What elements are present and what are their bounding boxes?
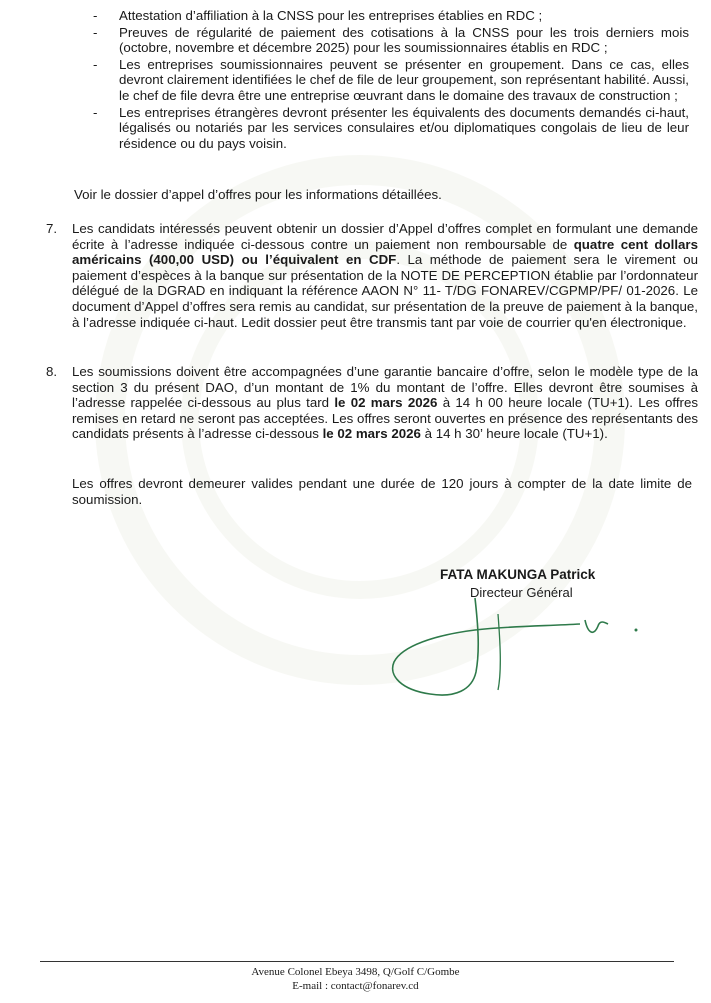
bullet-dash: - [93, 24, 98, 40]
section-7-text: Les candidats intéressés peuvent obtenir un dossier d’Appel d’offres complet en formulant une demande écrite à l’adresse indiquée ci-dessous contre un paiement non remboursable de quatre cent dollars américains (400,00 USD) ou l’équivalent en CDF. La méthode de paiement sera le virement ou paiement d’espèces à la banque sur présentation de la NOTE DE PERCEPTION établie par l’ordonnateur délégué de la DGRAD en indiquant la référence AAON N° 11- T/DG FONAREV/CGPMP/PF/ 01-2026. Le document d’Appel d’offres sera remis au candidat, sur présentation de la preuve de paiement à la banque, à l’adresse indiquée ci-haut. Ledit dossier peut être transmis tant par voie de courrier qu'en électronique. [72, 221, 698, 330]
section-8 [46, 364, 698, 442]
list-item: - Les entreprises soumissionnaires peuvent se présenter en groupement. Dans ce cas, elles devront clairement identifiées le chef de file de leur groupement, son représentant habilité. Aussi, le chef de file devra être une entreprise œuvrant dans le domaine des travaux de construction ; [93, 56, 689, 103]
handwritten-signature [380, 590, 660, 710]
bullet-dash: - [93, 8, 98, 23]
footer-email: E-mail : contact@fonarev.cd [292, 980, 419, 992]
see-dossier-note: Voir le dossier d’appel d’offres pour les informations détaillées. [74, 187, 442, 202]
footer-address: Avenue Colonel Ebeya 3498, Q/Golf C/Gombe [251, 966, 460, 978]
section-number: 7. [46, 221, 58, 236]
signatory-title: Directeur Général [470, 585, 573, 600]
section-number: 8. [46, 364, 58, 379]
requirements-list [93, 8, 689, 152]
bullet-dash: - [93, 56, 98, 72]
footer-divider [40, 961, 674, 962]
list-item: - Les entreprises étrangères devront présenter les équivalents des documents demandés ci-haut, légalisés ou notariés par les services consulaires et/ou diplomatiques congolais de lieu de leur résidence ou du pays voisin. [93, 104, 689, 151]
bullet-dash: - [93, 104, 98, 120]
list-item: - Preuves de régularité de paiement des cotisations à la CNSS pour les trois derniers mois (octobre, novembre et décembre 2025) pour les soumissionnaires établis en RDC ; [93, 24, 689, 56]
section-7 [46, 221, 698, 330]
section-8-text: Les soumissions doivent être accompagnées d’une garantie bancaire d’offre, selon le modèle type de la section 3 du présent DAO, d’un montant de 1% du montant de l’offre. Elles devront être soumises à l’adresse rappelée ci-dessous au plus tard le 02 mars 2026 à 14 h 00 heure locale (TU+1). Les offres remises en retard ne seront pas acceptées. Les offres seront ouvertes en présence des représentants des candidats présents à l’adresse ci-dessous le 02 mars 2026 à 14 h 30’ heure locale (TU+1). [72, 364, 698, 442]
validity-paragraph: Les offres devront demeurer valides pendant une durée de 120 jours à compter de la date limite de soumission. [72, 476, 692, 507]
signatory-name: FATA MAKUNGA Patrick [440, 567, 596, 582]
list-item: - Attestation d’affiliation à la CNSS pour les entreprises établies en RDC ; [93, 8, 543, 23]
